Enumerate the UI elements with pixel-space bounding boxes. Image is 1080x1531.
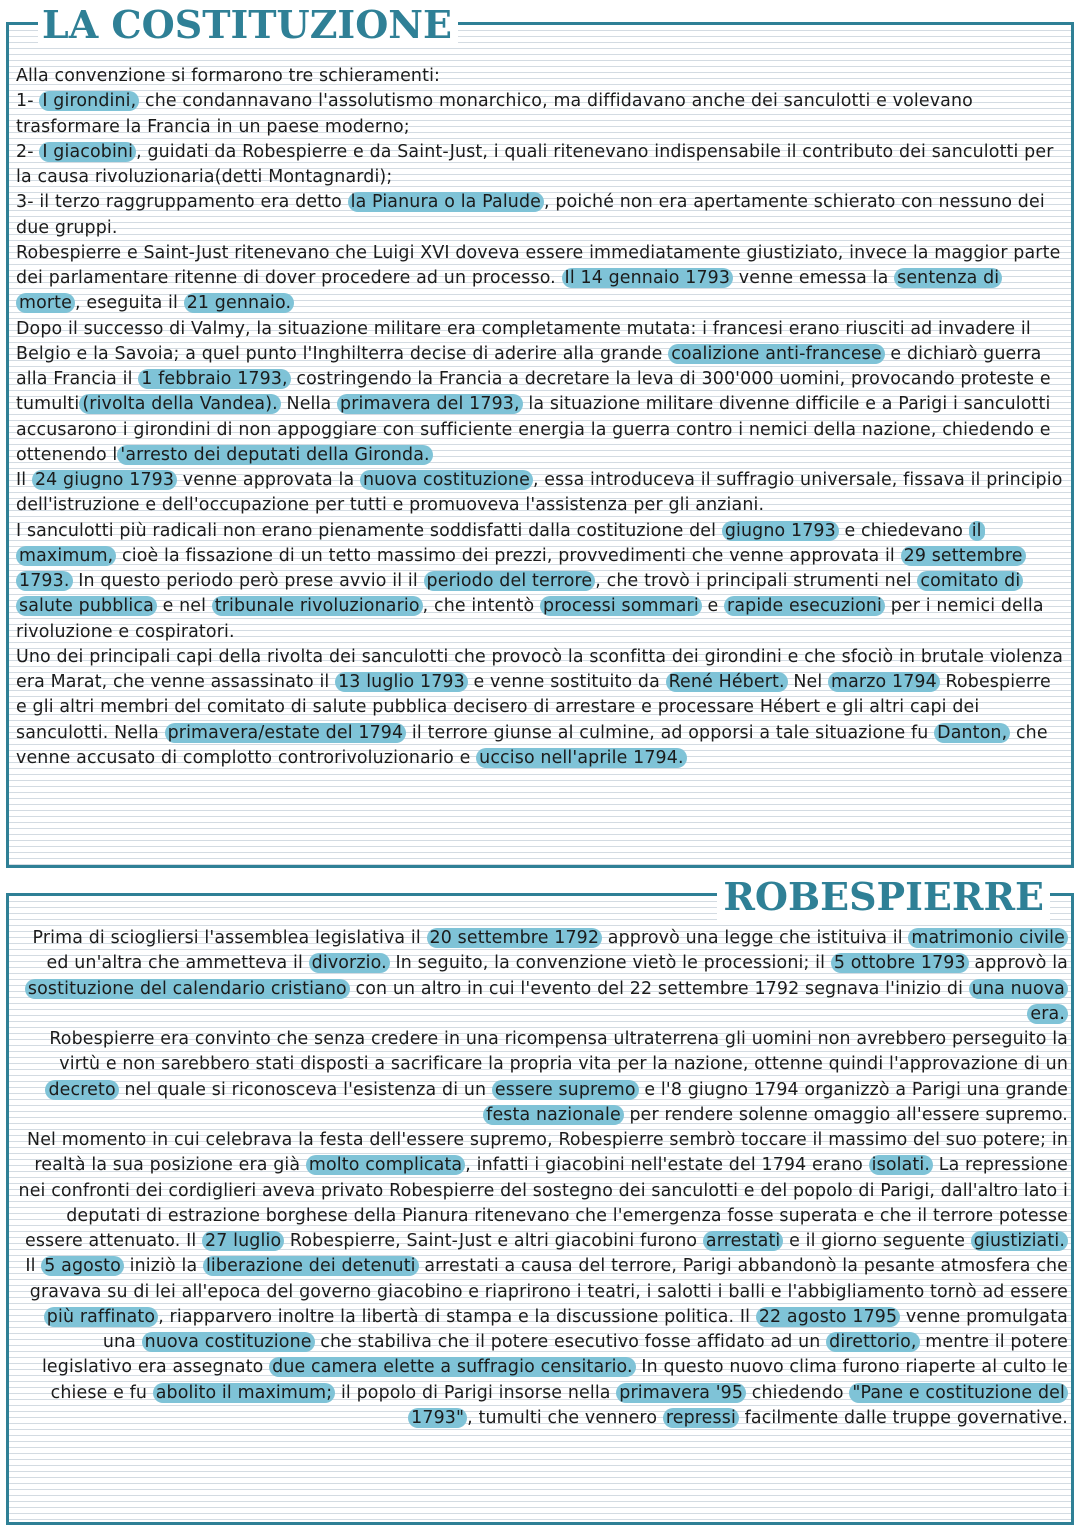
highlighted-text: comitato di salute pubblica	[16, 571, 1023, 616]
text-run: , che intentò	[422, 596, 541, 617]
paragraph	[16, 89, 1066, 140]
text-run: , infatti i giacobini nell'estate del 1794 erano	[465, 1155, 869, 1176]
text-run: e	[701, 596, 725, 617]
highlighted-text: isolati.	[869, 1155, 933, 1175]
highlighted-text: decreto	[45, 1080, 118, 1100]
highlighted-text: 21 gennaio.	[184, 293, 294, 313]
highlighted-text: periodo del terrore	[424, 571, 596, 591]
highlighted-text: repressi	[663, 1408, 739, 1428]
text-run: cioè la fissazione di un tetto massimo dei prezzi, provvedimenti che venne approvata il	[116, 545, 901, 566]
text-run: , che trovò i principali strumenti nel	[595, 571, 918, 591]
highlighted-text: coalizione anti-francese	[668, 344, 885, 364]
highlighted-text: liberazione dei detenuti	[203, 1256, 419, 1276]
highlighted-text: nuova costituzione	[142, 1332, 315, 1352]
highlighted-text: la Pianura o la Palude	[348, 192, 544, 212]
highlighted-text: primavera/estate del 1794	[165, 723, 407, 743]
paragraph	[14, 926, 1068, 1027]
highlighted-text: 20 settembre 1792	[427, 928, 603, 948]
highlighted-text: Il 14 gennaio 1793	[562, 268, 734, 288]
highlighted-text: René Hébert.	[666, 672, 788, 692]
highlighted-text: primavera del 1793,	[337, 394, 523, 414]
text-run: 3- il terzo raggruppamento era detto	[16, 192, 348, 213]
text-run: Alla convenzione si formarono tre schieramenti:	[16, 66, 441, 86]
text-run: La repressione nei confronti dei cordiglieri aveva privato Robespierre del sostegno dei sanculotti e del popolo di Parigi, dall'altro lato i deputati di estrazione borghese della Pianura ritenevano che l'emergenza fosse superata e che il terrore potesse essere attenuato. Il	[18, 1155, 1068, 1251]
text-run: , guidati da Robespierre e da Saint-Just, i quali ritenevano indispensabile il contributo dei sanculotti per la causa rivoluzionaria(detti Montagnardi);	[16, 141, 1054, 187]
costituzione-text	[16, 64, 1066, 771]
highlighted-text: 29 settembre 1793.	[16, 546, 1026, 591]
section-title-robespierre: ROBESPIERRE	[717, 878, 1050, 920]
highlighted-text: 27 luglio	[202, 1231, 284, 1251]
text-run: approvò la	[968, 953, 1068, 974]
text-run: che condannavano l'assolutismo monarchico, ma diffidavano anche dei sanculotti e volevano trasformare la Francia in un paese moderno;	[16, 91, 973, 137]
text-run: con un altro in cui l'evento del 22 settembre 1792 segnava l'inizio di	[349, 978, 969, 999]
text-run: mentre il potere legislativo era assegnato	[41, 1332, 1068, 1378]
robespierre-text	[14, 926, 1068, 1431]
highlighted-text: 1 febbraio 1793,	[138, 369, 290, 389]
paragraph	[16, 64, 1066, 89]
highlighted-text: sentenza di morte	[16, 268, 1002, 313]
text-run: Nella	[280, 394, 337, 415]
text-run: Robespierre, Saint-Just e altri giacobini furono	[284, 1231, 703, 1251]
highlighted-text: 5 agosto	[41, 1256, 124, 1276]
text-run: facilmente dalle truppe governative.	[738, 1407, 1068, 1428]
highlighted-text: 22 agosto 1795	[756, 1307, 900, 1327]
text-run: il popolo di Parigi insorse nella	[335, 1382, 617, 1403]
highlighted-text: 24 giugno 1793	[32, 470, 177, 490]
text-run: nel quale si riconosceva l'esistenza di un	[118, 1079, 492, 1100]
highlighted-text: nuova costituzione	[360, 470, 533, 490]
highlighted-text: 13 luglio 1793	[335, 672, 468, 692]
text-run: e chiedevano	[838, 520, 969, 541]
highlighted-text: direttorio,	[826, 1332, 919, 1352]
highlighted-text: marzo 1794	[828, 672, 940, 692]
text-run: Uno dei principali capi della rivolta dei sanculotti che provocò la sconfitta dei girondini e che sfociò in brutale violenza era Marat, che venne assassinato il	[16, 646, 1064, 692]
highlighted-text: processi sommari	[540, 596, 702, 616]
text-run: , essa introduceva il suffragio universale, fissava il principio dell'istruzione e dell'occupazione per tutti e promuoveva l'assistenza per gli anziani.	[16, 470, 1063, 516]
text-run: che venne accusato di complotto controrivoluzionario e	[16, 722, 1048, 768]
highlighted-text: arrestati	[703, 1231, 784, 1251]
highlighted-text: sostituzione del calendario cristiano	[25, 979, 350, 999]
text-run: iniziò la	[123, 1256, 203, 1277]
text-run: 1-	[16, 91, 40, 112]
highlighted-text: I giacobini	[39, 142, 136, 162]
highlighted-text: molto complicata	[306, 1155, 465, 1175]
text-run: Il	[25, 1256, 42, 1277]
highlighted-text: tribunale rivoluzionario	[212, 596, 423, 616]
highlighted-text: giustiziati.	[971, 1231, 1068, 1251]
text-run: la situazione militare divenne difficile e a Parigi i sanculotti accusarono i girondini di non appoggiare con sufficiente energia la guerra contro i nemici della nazione, chiedendo e ottenendo l	[16, 394, 1051, 465]
highlighted-text: primavera '95	[616, 1383, 746, 1403]
text-run: , riapparvero inoltre la libertà di stampa e la discussione politica. Il	[158, 1306, 756, 1327]
text-run: In questo periodo però prese avvio il il	[72, 571, 424, 591]
text-run: per rendere solenne omaggio all'essere supremo.	[623, 1104, 1068, 1125]
highlighted-text: 5 ottobre 1793	[831, 953, 969, 973]
text-run: chiedendo	[746, 1382, 850, 1403]
text-run: per i nemici della rivoluzione e cospiratori.	[16, 596, 1044, 642]
text-run: In questo nuovo clima furono riaperte al culto le chiese e fu	[50, 1357, 1068, 1403]
highlighted-text: I girondini,	[39, 91, 139, 111]
paragraph	[16, 468, 1066, 519]
highlighted-text: "Pane e costituzione del 1793"	[408, 1383, 1068, 1428]
highlighted-text: divorzio.	[309, 953, 390, 973]
paragraph	[16, 645, 1066, 771]
paragraph	[16, 519, 1066, 645]
text-run: Prima di sciogliersi l'assemblea legislativa il	[32, 928, 427, 948]
paragraph	[14, 1128, 1068, 1431]
highlighted-text: giugno 1793	[722, 521, 839, 541]
text-run: e nel	[156, 596, 212, 617]
text-run: ed un'altra che ammetteva il	[46, 953, 309, 974]
text-run: venne approvata la	[177, 470, 360, 490]
text-run: , eseguita il	[75, 293, 184, 314]
highlighted-text: rapide esecuzioni	[724, 596, 885, 616]
paragraph	[16, 140, 1066, 191]
text-run: I sanculotti più radicali non erano pienamente soddisfatti dalla costituzione del	[16, 520, 722, 541]
text-run: che stabiliva che il potere esecutivo fosse affidato ad un	[314, 1332, 827, 1352]
highlighted-text: festa nazionale	[483, 1105, 624, 1125]
text-run: In seguito, la convenzione vietò le processioni; il	[389, 953, 831, 974]
highlighted-text: più raffinato	[44, 1307, 158, 1327]
highlighted-text: Danton,	[934, 723, 1010, 743]
section-title-costituzione: LA COSTITUZIONE	[38, 6, 458, 48]
text-run: Robespierre era convinto che senza credere in una ricompensa ultraterrena gli uomini non avrebbero perseguito la virtù e non sarebbero stati disposti a sacrificare la propria vita per la nazione, ottenne quindi l'approvazione di un	[49, 1029, 1068, 1075]
text-run: il terrore giunse al culmine, ad opporsi a tale situazione fu	[406, 722, 935, 743]
text-run: e dichiarò guerra alla Francia il	[16, 343, 1042, 389]
text-run: Nel momento in cui celebrava la festa dell'essere supremo, Robespierre sembrò toccare il massimo del suo potere; in realtà la sua posizione era già	[27, 1130, 1068, 1176]
text-run: arrestati a causa del terrore, Parigi abbandonò la pesante atmosfera che gravava su di lei all'epoca del governo giacobino e riaprirono i teatri, i salotti i balli e l'abbigliamento tornò ad essere	[29, 1256, 1068, 1302]
text-run: Robespierre e Saint-Just ritenevano che Luigi XVI doveva essere immediatamente giustiziato, invece la maggior parte dei parlamentare ritenne di dover procedere ad un processo.	[16, 242, 1061, 288]
paragraph	[16, 241, 1066, 317]
highlighted-text: matrimonio civile	[908, 928, 1068, 948]
text-run: approvò una legge che istituiva il	[602, 928, 909, 948]
highlighted-text: essere supremo	[492, 1080, 639, 1100]
highlighted-text: 'arresto dei deputati della Gironda.	[117, 445, 432, 465]
text-run: , tumulti che vennero	[467, 1407, 663, 1428]
paragraph	[16, 190, 1066, 241]
paragraph	[16, 317, 1066, 469]
text-run: Nel	[787, 672, 829, 692]
text-run: Il	[16, 470, 32, 490]
text-run: costringendo la Francia a decretare la leva di 300'000 uomini, provocando proteste e tumulti	[16, 369, 1051, 415]
text-run: 2-	[16, 141, 40, 162]
highlighted-text: abolito il maximum;	[153, 1383, 336, 1403]
text-run: e il giorno seguente	[783, 1231, 971, 1251]
text-run: , poiché non era apertamente schierato con nessuno dei due gruppi.	[16, 192, 1045, 238]
highlighted-text: (rivolta della Vandea).	[79, 394, 281, 414]
text-run: venne promulgata una	[102, 1306, 1068, 1352]
text-run: Dopo il successo di Valmy, la situazione militare era completamente mutata: i francesi erano riusciti ad invadere il Belgio e la Savoia; a quel punto l'Inghilterra decise di aderire alla grande	[16, 318, 1031, 364]
highlighted-text: due camera elette a suffragio censitario.	[269, 1357, 636, 1377]
text-run: e venne sostituito da	[467, 672, 666, 692]
highlighted-text: il maximum,	[16, 521, 985, 566]
highlighted-text: ucciso nell'aprile 1794.	[476, 748, 687, 768]
highlighted-text: una nuova era.	[969, 979, 1068, 1024]
text-run: Robespierre e gli altri membri del comitato di salute pubblica decisero di arrestare e processare Hébert e gli altri capi dei sanculotti. Nella	[16, 672, 1051, 743]
paragraph	[14, 1027, 1068, 1128]
text-run: venne emessa la	[733, 268, 895, 288]
text-run: e l'8 giugno 1794 organizzò a Parigi una grande	[638, 1079, 1068, 1100]
